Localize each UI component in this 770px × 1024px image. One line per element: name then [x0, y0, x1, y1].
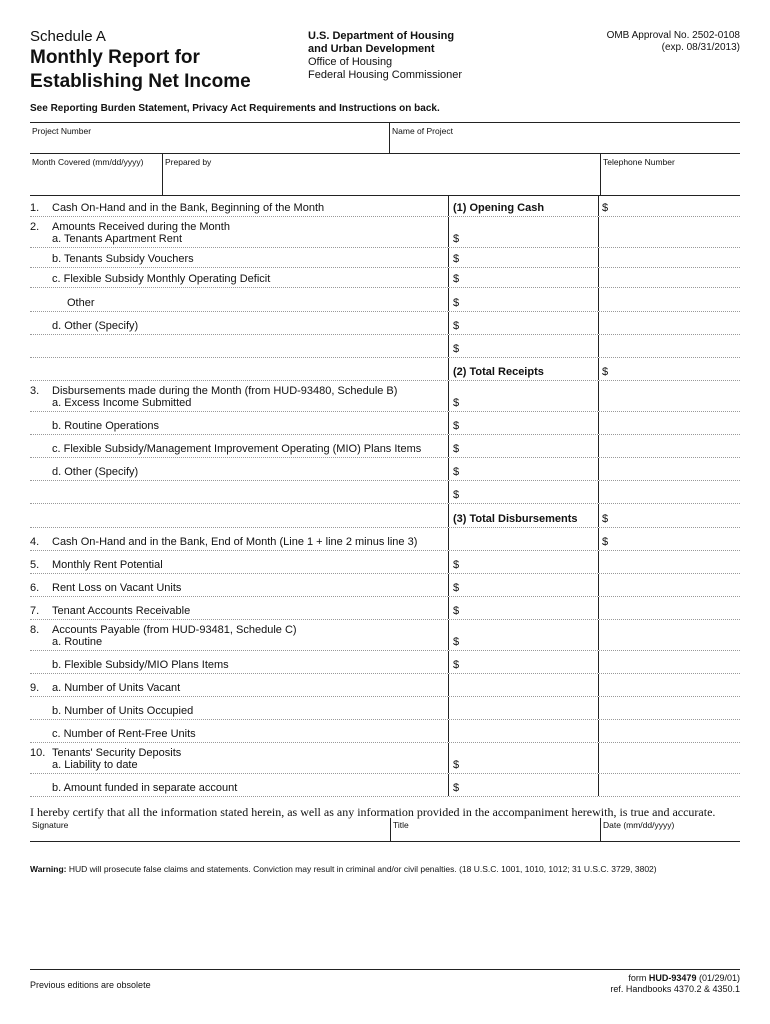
line-description: [52, 268, 448, 287]
line-total-field[interactable]: [598, 481, 740, 503]
line-description: [52, 458, 448, 480]
line-total-field[interactable]: [598, 458, 740, 480]
line-description: [52, 435, 448, 457]
line-description: [52, 312, 448, 334]
line-description-main: c. Number of Rent-Free Units: [52, 728, 196, 740]
line-description: [52, 358, 448, 380]
line-description-main: d. Other (Specify): [52, 466, 139, 478]
line-description: [52, 504, 448, 527]
line-total-field[interactable]: [598, 504, 740, 527]
commissioner-name: Federal Housing Commissioner: [308, 69, 463, 81]
line-number: 4.: [30, 536, 40, 548]
obsolete-notice: Previous editions are obsolete: [30, 980, 151, 990]
report-line: [30, 381, 740, 412]
line-description: [52, 551, 448, 573]
line-number: 9.: [30, 682, 40, 694]
line-amount-field[interactable]: [448, 312, 598, 334]
line-amount-field[interactable]: [448, 620, 598, 650]
line-number: 3.: [30, 385, 40, 397]
line-amount-field[interactable]: [448, 574, 598, 596]
report-line: [30, 651, 740, 674]
line-total-field[interactable]: [598, 720, 740, 742]
line-number: 8.: [30, 624, 40, 636]
line-total-label: $: [602, 513, 609, 525]
report-line: [30, 288, 740, 312]
telephone-label: Telephone Number: [603, 157, 675, 167]
line-description: [52, 574, 448, 596]
signature-field[interactable]: [30, 818, 390, 841]
line-amount-field[interactable]: [448, 381, 598, 411]
line-amount-label: $: [453, 343, 460, 355]
line-amount-label: $: [453, 466, 460, 478]
line-total-label: $: [602, 366, 609, 378]
line-number: [30, 720, 52, 742]
report-line: [30, 697, 740, 720]
line-total-field[interactable]: [598, 435, 740, 457]
line-number: [30, 774, 52, 796]
line-amount-label: $: [453, 297, 460, 309]
line-amount-label: (1) Opening Cash: [453, 202, 545, 214]
line-description-main: b. Routine Operations: [52, 420, 160, 432]
line-number: [30, 504, 52, 527]
line-amount-field[interactable]: [448, 551, 598, 573]
report-line: [30, 528, 740, 551]
line-description: [52, 528, 448, 550]
line-amount-label: $: [453, 233, 460, 245]
line-number: 10.: [30, 747, 46, 759]
line-total-field[interactable]: [598, 597, 740, 619]
line-amount-field[interactable]: [448, 268, 598, 287]
warning-statement: [30, 864, 657, 874]
line-number: [30, 458, 52, 480]
line-amount-field[interactable]: [448, 335, 598, 357]
line-description-main: Cash On-Hand and in the Bank, End of Month (Line 1 + line 2 minus line 3): [52, 536, 418, 548]
report-line: [30, 743, 740, 774]
project-number-label: Project Number: [32, 126, 92, 136]
line-number: [30, 651, 52, 673]
form-reference: [610, 973, 740, 995]
line-amount-field[interactable]: [448, 196, 598, 216]
report-line: [30, 335, 740, 358]
form-prefix: form: [628, 973, 649, 983]
line-amount-field[interactable]: [448, 412, 598, 434]
line-description-sub: a. Tenants Apartment Rent: [52, 233, 183, 245]
line-description-main: a. Number of Units Vacant: [52, 682, 181, 694]
line-amount-label: $: [453, 759, 460, 771]
line-description-sub: a. Excess Income Submitted: [52, 397, 192, 409]
line-description: [52, 597, 448, 619]
report-line: [30, 435, 740, 458]
report-line: [30, 620, 740, 651]
line-number: [30, 697, 52, 719]
line-amount-label: $: [453, 636, 460, 648]
omb-number: OMB Approval No. 2502-0108: [606, 30, 740, 41]
line-description-main: Tenants' Security Deposits: [52, 747, 182, 759]
line-description-main: Amounts Received during the Month: [52, 221, 230, 233]
line-total-field[interactable]: [598, 697, 740, 719]
line-number: [30, 481, 52, 503]
form-number: HUD-93479: [648, 973, 697, 983]
line-number: [30, 435, 52, 457]
line-description: [52, 481, 448, 503]
footer-divider: [30, 969, 740, 970]
certification-statement: I hereby certify that all the information stated herein, as well as any information provided in the accompaniment herewith, is true and accurate.: [30, 805, 716, 819]
form-title-line1: Monthly Report for: [30, 47, 200, 68]
date-label: Date (mm/dd/yyyy): [603, 820, 675, 830]
prepared-by-field[interactable]: [162, 154, 600, 195]
line-description: [52, 288, 448, 311]
line-amount-label: $: [453, 420, 460, 432]
line-number: 2.: [30, 221, 40, 233]
line-total-field[interactable]: [598, 358, 740, 380]
line-description: [52, 651, 448, 673]
line-description: [52, 412, 448, 434]
report-line: [30, 774, 740, 797]
line-description-main: Monthly Rent Potential: [52, 559, 163, 571]
line-amount-field[interactable]: [448, 458, 598, 480]
line-description: [52, 620, 448, 650]
report-line: [30, 458, 740, 481]
line-description-main: Disbursements made during the Month (from HUD-93480, Schedule B): [52, 385, 398, 397]
line-amount-label: $: [453, 320, 460, 332]
line-description: [52, 720, 448, 742]
signature-row: [30, 818, 740, 842]
line-total-field[interactable]: [598, 620, 740, 650]
line-description-main: b. Amount funded in separate account: [52, 782, 238, 794]
line-number: 7.: [30, 605, 40, 617]
warning-label: Warning:: [30, 864, 67, 874]
line-total-field[interactable]: [598, 412, 740, 434]
line-number: [30, 268, 52, 287]
signature-label: Signature: [32, 820, 69, 830]
line-amount-label: $: [453, 659, 460, 671]
report-line: [30, 195, 740, 217]
line-amount-field[interactable]: [448, 217, 598, 247]
line-amount-field[interactable]: [448, 697, 598, 719]
project-id-table: [30, 122, 740, 195]
line-number: [30, 358, 52, 380]
line-number: [30, 312, 52, 334]
line-total-label: $: [602, 536, 609, 548]
dept-line2: and Urban Development: [308, 43, 435, 55]
telephone-field[interactable]: [600, 154, 740, 195]
line-number: [30, 412, 52, 434]
report-line: [30, 720, 740, 743]
line-description-main: b. Flexible Subsidy/MIO Plans Items: [52, 659, 229, 671]
handbooks-reference: ref. Handbooks 4370.2 & 4350.1: [610, 984, 740, 994]
line-total-label: $: [602, 202, 609, 214]
line-description: [52, 674, 448, 696]
line-total-field[interactable]: [598, 774, 740, 796]
office-name: Office of Housing: [308, 56, 393, 68]
line-description: [52, 774, 448, 796]
line-description: [52, 335, 448, 357]
line-number: 5.: [30, 559, 40, 571]
project-name-field[interactable]: [389, 123, 740, 153]
line-total-field[interactable]: [598, 574, 740, 596]
line-description-main: c. Flexible Subsidy/Management Improvement Operating (MIO) Plans Items: [52, 443, 422, 455]
id-row-month: [30, 153, 740, 195]
omb-expiration: (exp. 08/31/2013): [661, 42, 740, 53]
line-number: 1.: [30, 202, 40, 214]
line-description-main: Other: [67, 297, 95, 309]
line-amount-label: $: [453, 782, 460, 794]
line-description-main: Tenant Accounts Receivable: [52, 605, 191, 617]
omb-block: [607, 30, 740, 54]
line-description: [52, 248, 448, 267]
report-line: [30, 268, 740, 288]
line-amount-label: $: [453, 253, 460, 265]
title-label: Title: [393, 820, 409, 830]
line-amount-field[interactable]: [448, 504, 598, 527]
month-covered-label: Month Covered (mm/dd/yyyy): [32, 157, 144, 167]
line-description-main: b. Number of Units Occupied: [52, 705, 194, 717]
line-total-field[interactable]: [598, 268, 740, 287]
line-number: [30, 288, 52, 311]
line-amount-field[interactable]: [448, 288, 598, 311]
line-total-field[interactable]: [598, 312, 740, 334]
month-covered-field[interactable]: [30, 154, 162, 195]
report-line: [30, 312, 740, 335]
line-amount-label: $: [453, 582, 460, 594]
line-amount-label: $: [453, 273, 460, 285]
line-description: [52, 697, 448, 719]
line-amount-label: $: [453, 605, 460, 617]
line-amount-label: $: [453, 443, 460, 455]
line-amount-field[interactable]: [448, 743, 598, 773]
report-line: [30, 248, 740, 268]
line-amount-field[interactable]: [448, 651, 598, 673]
line-description-main: b. Tenants Subsidy Vouchers: [52, 253, 194, 265]
line-amount-field[interactable]: [448, 720, 598, 742]
line-description-main: c. Flexible Subsidy Monthly Operating Deficit: [52, 273, 271, 285]
line-total-field[interactable]: [598, 743, 740, 773]
project-name-label: Name of Project: [392, 126, 453, 136]
line-amount-field[interactable]: [448, 435, 598, 457]
line-total-field[interactable]: [598, 381, 740, 411]
department-block: [308, 30, 462, 82]
line-total-field[interactable]: [598, 248, 740, 267]
dept-line1: U.S. Department of Housing: [308, 30, 455, 42]
line-total-field[interactable]: [598, 528, 740, 550]
line-description-main: d. Other (Specify): [52, 320, 139, 332]
line-amount-label: $: [453, 559, 460, 571]
line-description-sub: a. Routine: [52, 636, 103, 648]
line-total-field[interactable]: [598, 288, 740, 311]
line-amount-field[interactable]: [448, 674, 598, 696]
report-line: [30, 674, 740, 697]
line-amount-field[interactable]: [448, 597, 598, 619]
line-description: [52, 381, 448, 411]
line-total-field[interactable]: [598, 196, 740, 216]
project-number-field[interactable]: [30, 123, 389, 153]
line-total-field[interactable]: [598, 217, 740, 247]
report-lines: [30, 195, 740, 797]
line-number: [30, 248, 52, 267]
schedule-label: Schedule A: [30, 28, 106, 45]
report-line: [30, 597, 740, 620]
line-description-main: Accounts Payable (from HUD-93481, Schedule C): [52, 624, 297, 636]
date-field[interactable]: [600, 818, 740, 841]
line-total-field[interactable]: [598, 651, 740, 673]
report-line: [30, 551, 740, 574]
prepared-by-label: Prepared by: [165, 157, 212, 167]
line-amount-label: $: [453, 397, 460, 409]
warning-text: HUD will prosecute false claims and statements. Conviction may result in criminal and/or civil penalties. (18 U.S.C. 1001, 1010, 1012; 31 U.S.C. 3729, 3802): [68, 864, 657, 874]
line-number: 6.: [30, 582, 40, 594]
line-description-main: Rent Loss on Vacant Units: [52, 582, 182, 594]
line-amount-field[interactable]: [448, 248, 598, 267]
report-line: [30, 481, 740, 504]
line-description: [52, 217, 448, 247]
line-amount-label: (2) Total Receipts: [453, 366, 544, 378]
line-description-main: Cash On-Hand and in the Bank, Beginning of the Month: [52, 202, 325, 214]
line-description: [52, 196, 448, 216]
line-amount-field[interactable]: [448, 528, 598, 550]
form-date: (01/29/01): [698, 973, 740, 983]
line-description: [52, 743, 448, 773]
line-amount-label: $: [453, 489, 460, 501]
title-field[interactable]: [390, 818, 600, 841]
burden-statement: See Reporting Burden Statement, Privacy Act Requirements and Instructions on back.: [30, 103, 440, 114]
line-amount-field[interactable]: [448, 774, 598, 796]
id-row-project: [30, 122, 740, 153]
report-line: [30, 504, 740, 528]
line-total-field[interactable]: [598, 335, 740, 357]
form-title-line2: Establishing Net Income: [30, 71, 251, 92]
line-number: [30, 335, 52, 357]
form-header-left: [30, 28, 251, 93]
line-total-field[interactable]: [598, 674, 740, 696]
line-amount-label: (3) Total Disbursements: [453, 513, 578, 525]
line-description-sub: a. Liability to date: [52, 759, 138, 771]
report-line: [30, 358, 740, 381]
line-amount-field[interactable]: [448, 358, 598, 380]
report-line: [30, 412, 740, 435]
report-line: [30, 574, 740, 597]
report-line: [30, 217, 740, 248]
line-amount-field[interactable]: [448, 481, 598, 503]
line-total-field[interactable]: [598, 551, 740, 573]
